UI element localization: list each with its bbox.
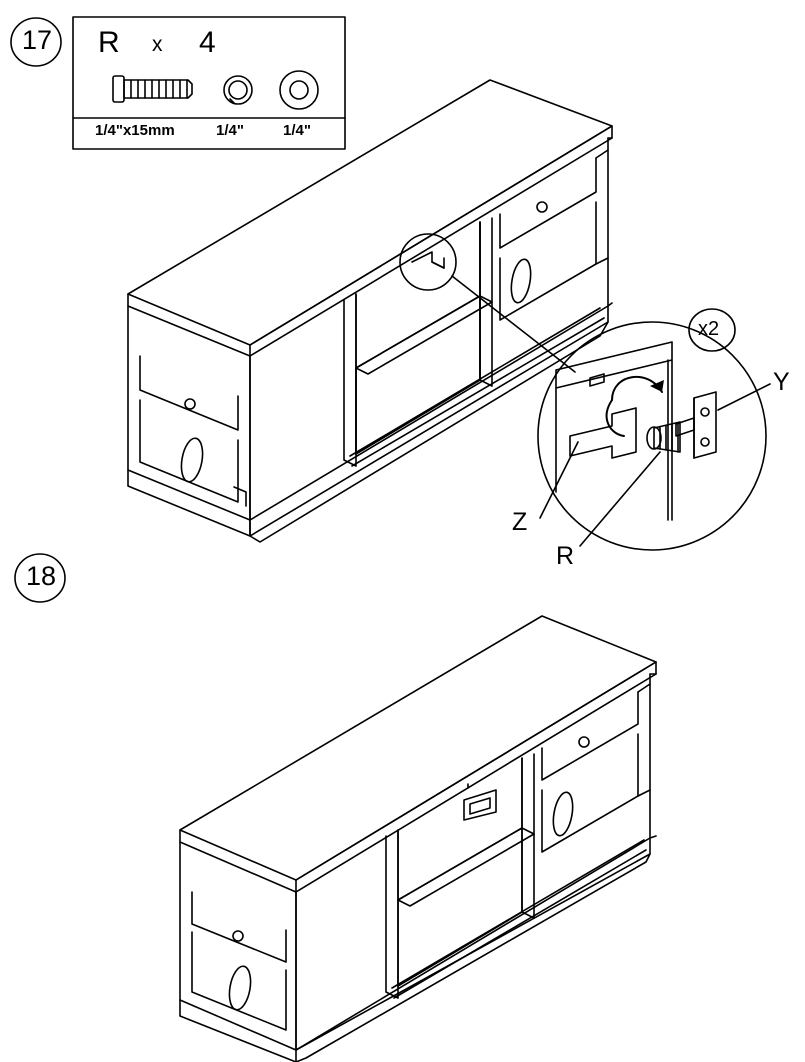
callout-leader-1 — [452, 276, 575, 372]
label-R-leader — [580, 452, 660, 546]
hardware-caption-flat-washer: 1/4" — [283, 122, 311, 139]
hardware-caption-lock-washer: 1/4" — [216, 122, 244, 139]
label-Z-leader — [540, 442, 578, 518]
detail-label-r: R — [556, 542, 575, 570]
detail-label-z: Z — [512, 508, 528, 536]
detail-source-circle — [400, 234, 456, 290]
step-number-17: 17 — [22, 25, 53, 55]
cabinet-18 — [180, 616, 656, 1062]
hardware-part-letter-17: R — [98, 26, 120, 59]
hardware-multiplier-17: x — [152, 33, 163, 56]
detail-contents-17 — [556, 342, 716, 520]
lock-washer-icon-art — [224, 76, 252, 104]
hardware-caption-screw: 1/4"x15mm — [95, 122, 175, 139]
flat-washer-icon-art — [280, 71, 318, 109]
detail-label-y: Y — [773, 368, 790, 396]
detail-repeat-label: x2 — [698, 318, 720, 340]
step-number-18: 18 — [26, 561, 57, 591]
screw-icon-art — [113, 76, 192, 102]
hardware-quantity-17: 4 — [199, 26, 216, 59]
